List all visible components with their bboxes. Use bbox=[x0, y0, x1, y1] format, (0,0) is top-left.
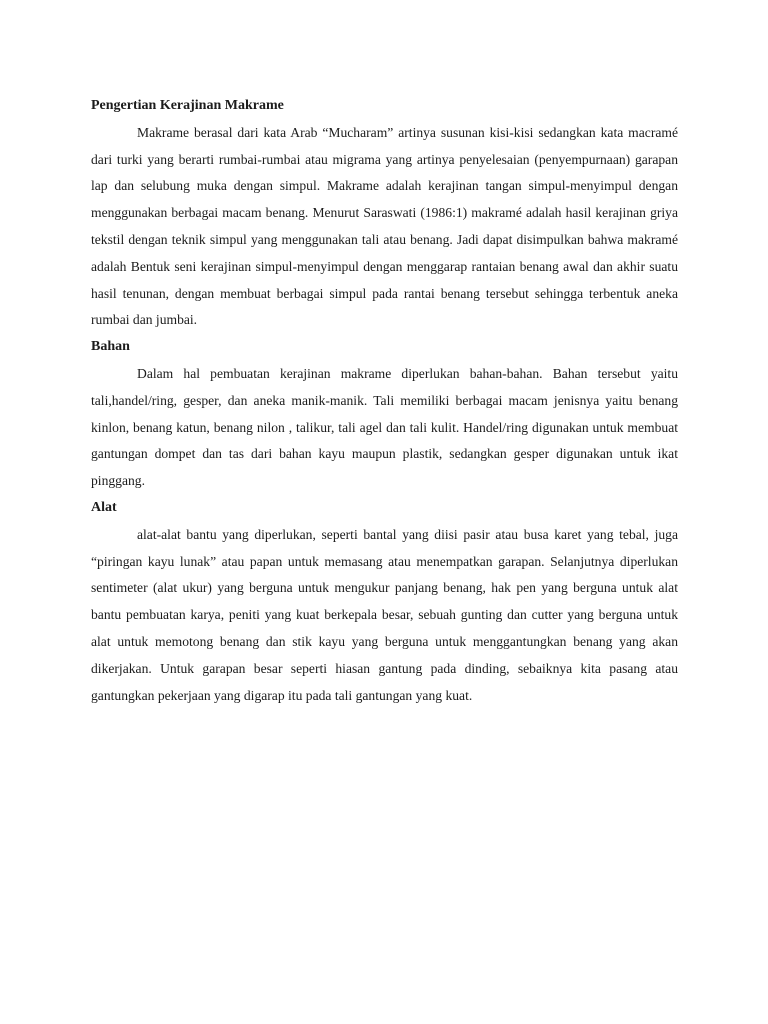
heading-alat: Alat bbox=[91, 499, 117, 515]
paragraph-bahan: Dalam hal pembuatan kerajinan makrame diperlukan bahan-bahan. Bahan tersebut yaitu tali,handel/ring, gesper, dan aneka manik-manik. Tali memiliki berbagai macam jenisnya yaitu benang kinlon, benang katun, benang nilon , talikur, tali agel dan tali kulit. Handel/ring digunakan untuk membuat gantungan dompet dan tas dari bahan kayu maupun plastik, sedangkan gesper digunakan untuk ikat pinggang. bbox=[91, 365, 678, 489]
heading-pengertian-kerajinan-makrame: Pengertian Kerajinan Makrame bbox=[91, 98, 284, 113]
heading-bahan: Bahan bbox=[91, 339, 130, 355]
paragraph-pengertian: Makrame berasal dari kata Arab “Mucharam” artinya susunan kisi-kisi sedangkan kata macramé dari turki yang berarti rumbai-rumbai atau migrama yang artinya penyelesaian (penyempurnaan) garapan lap dan selubung muka dengan simpul. Makrame adalah kerajinan tangan simpul-menyimpul dengan menggunakan berbagai macam benang. Menurut Saraswati (1986:1) makramé adalah hasil kerajinan griya tekstil dengan teknik simpul yang menggunakan tali atau benang. Jadi dapat disimpulkan bahwa makramé adalah Bentuk seni kerajinan simpul-menyimpul dengan menggarap rantaian benang awal dan akhir suatu hasil tenunan, dengan membuat berbagai simpul pada rantai benang tersebut sehingga terbentuk aneka rumbai dan jumbai. bbox=[91, 124, 678, 328]
paragraph-alat: alat-alat bantu yang diperlukan, seperti bantal yang diisi pasir atau busa karet yang tebal, juga “piringan kayu lunak” atau papan untuk memasang atau menempatkan garapan. Selanjutnya diperlukan sentimeter (alat ukur) yang berguna untuk mengukur panjang benang, hak pen yang berguna untuk alat bantu pembuatan karya, peniti yang kuat berkepala besar, sebuah gunting dan cutter yang berguna untuk alat untuk memotong benang dan stik kayu yang berguna untuk menggantungkan benang yang akan dikerjakan. Untuk garapan besar seperti hiasan gantung pada dinding, sebaiknya kita pasang atau gantungkan pekerjaan yang digarap itu pada tali gantungan yang kuat. bbox=[91, 526, 678, 703]
